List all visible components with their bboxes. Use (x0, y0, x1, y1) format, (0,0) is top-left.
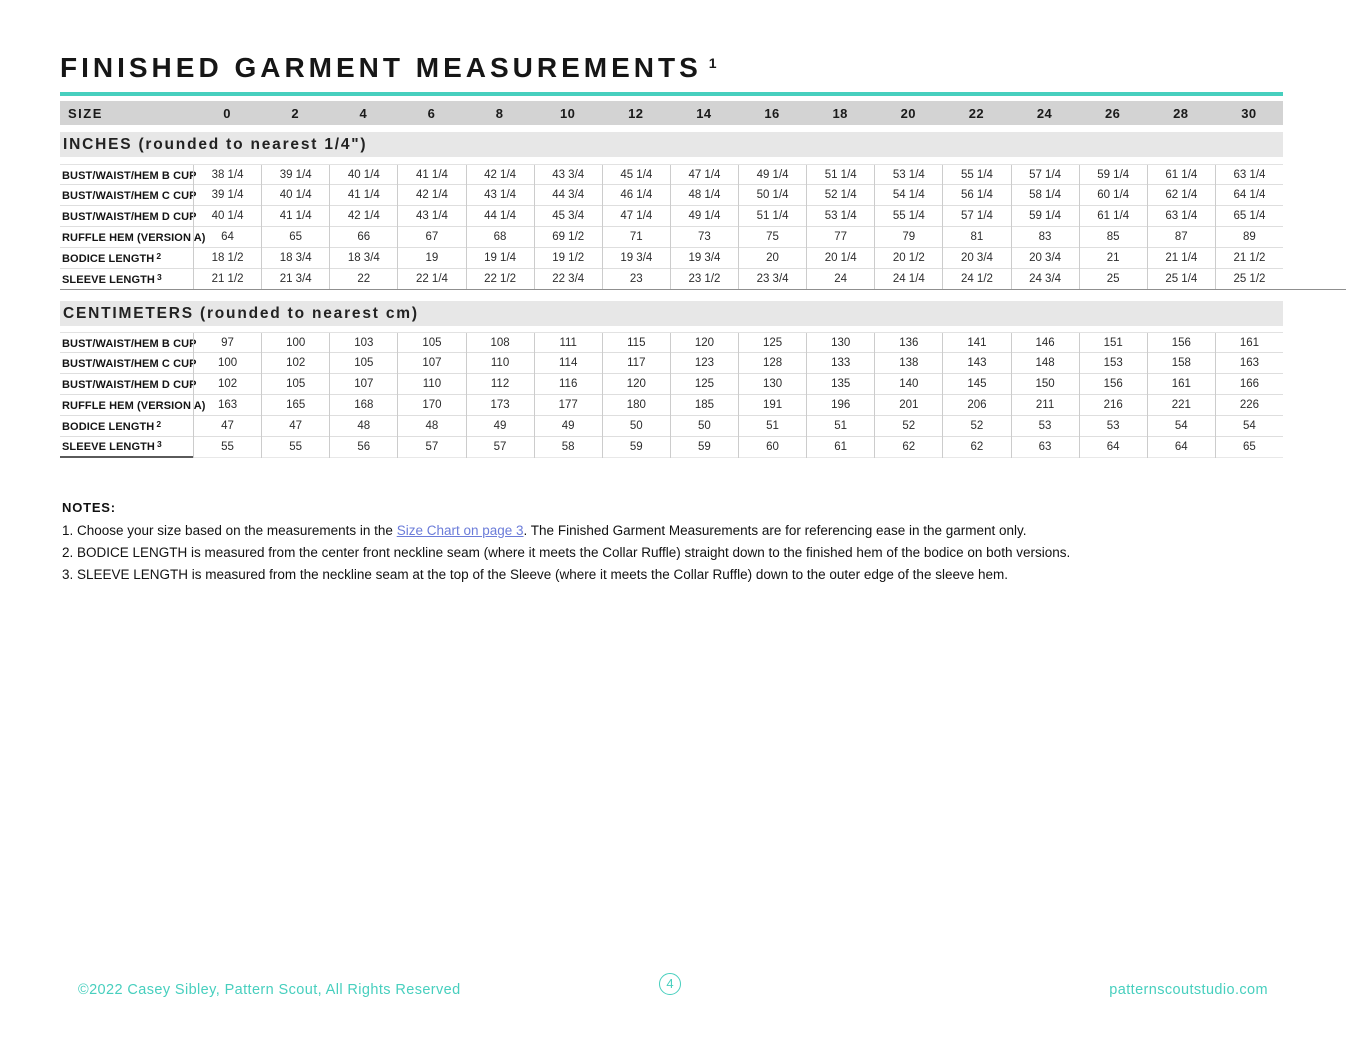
value-cell: 125 (738, 333, 806, 354)
value-cell: 39 1/4 (193, 185, 261, 206)
value-cell: 55 (261, 437, 329, 458)
value-cell: 19 (397, 248, 465, 269)
row-label (60, 269, 193, 290)
value-cell: 112 (466, 374, 534, 395)
value-cell: 52 (942, 416, 1010, 437)
value-cell: 55 1/4 (942, 165, 1010, 186)
value-cell: 21 1/4 (1147, 248, 1215, 269)
value-cell: 50 (670, 416, 738, 437)
row-label-text: BUST/WAIST/HEM B CUP (62, 169, 197, 182)
notes-heading: NOTES: (62, 500, 116, 515)
value-cell: 20 3/4 (942, 248, 1010, 269)
value-cell: 48 (397, 416, 465, 437)
value-cell: 51 (738, 416, 806, 437)
value-cell: 66 (329, 227, 397, 248)
value-cell: 64 (1079, 437, 1147, 458)
value-cell: 49 (534, 416, 602, 437)
value-cell: 211 (1011, 395, 1079, 416)
value-cell: 168 (329, 395, 397, 416)
value-cell: 116 (534, 374, 602, 395)
size-column-header: 26 (1104, 105, 1121, 121)
value-cell: 23 1/2 (670, 269, 738, 290)
value-cell: 57 (397, 437, 465, 458)
table-row (60, 269, 1283, 290)
value-cell: 69 1/2 (534, 227, 602, 248)
value-cell: 105 (261, 374, 329, 395)
value-cell: 128 (738, 353, 806, 374)
value-cell: 59 1/4 (1011, 206, 1079, 227)
size-column-header: 6 (427, 105, 436, 121)
value-cell: 216 (1079, 395, 1147, 416)
note-text: . The Finished Garment Measurements are for referencing ease in the garment only. (523, 523, 1027, 538)
value-cell: 55 1/4 (874, 206, 942, 227)
value-cell: 18 3/4 (329, 248, 397, 269)
row-label-footnote: 3 (156, 438, 162, 449)
value-cell: 47 (193, 416, 261, 437)
table-row (60, 395, 1283, 416)
value-cell: 55 (193, 437, 261, 458)
value-cell: 146 (1011, 333, 1079, 354)
value-cell: 44 1/4 (466, 206, 534, 227)
row-label-text: BUST/WAIST/HEM C CUP (62, 189, 197, 202)
size-column-header: 12 (628, 105, 644, 121)
value-cell: 115 (602, 333, 670, 354)
value-cell: 20 1/4 (806, 248, 874, 269)
value-cell: 108 (466, 333, 534, 354)
table-row (60, 332, 1283, 353)
notes-section (62, 500, 1242, 581)
row-label-text: SLEEVE LENGTH (62, 273, 155, 286)
value-cell: 41 1/4 (261, 206, 329, 227)
value-cell: 57 1/4 (1011, 165, 1079, 186)
size-column-header: 22 (968, 105, 985, 121)
value-cell: 114 (534, 353, 602, 374)
value-cell: 130 (738, 374, 806, 395)
value-cell: 54 (1215, 416, 1283, 437)
measurements-table (60, 101, 1283, 458)
value-cell: 20 1/2 (874, 248, 942, 269)
value-cell: 62 (874, 437, 942, 458)
size-column-header: 24 (1036, 105, 1053, 121)
value-cell: 57 (466, 437, 534, 458)
value-cell: 53 1/4 (874, 165, 942, 186)
value-cell: 54 (1147, 416, 1215, 437)
size-column-header: 10 (559, 105, 576, 121)
value-cell: 43 1/4 (397, 206, 465, 227)
value-cell: 47 (261, 416, 329, 437)
value-cell: 196 (806, 395, 874, 416)
value-cell: 102 (193, 374, 261, 395)
value-cell: 120 (602, 374, 670, 395)
value-cell: 125 (670, 374, 738, 395)
value-cell: 49 1/4 (670, 206, 738, 227)
value-cell: 135 (806, 374, 874, 395)
value-cell: 103 (329, 333, 397, 354)
value-cell: 107 (397, 353, 465, 374)
value-cell: 50 1/4 (738, 185, 806, 206)
value-cell: 156 (1147, 333, 1215, 354)
size-column-header: 0 (223, 105, 231, 121)
size-chart-link[interactable]: Size Chart on page 3 (396, 523, 524, 538)
size-column-header: 4 (359, 105, 368, 121)
value-cell: 40 1/4 (193, 206, 261, 227)
value-cell: 65 (261, 227, 329, 248)
inches-table-extended-rule (60, 289, 1346, 290)
row-label-text: BUST/WAIST/HEM B CUP (62, 337, 197, 350)
value-cell: 21 1/2 (193, 269, 261, 290)
measurement-rows-cm (60, 332, 1283, 458)
title-footnote-superscript: 1 (708, 55, 717, 71)
value-cell: 79 (874, 227, 942, 248)
value-cell: 185 (670, 395, 738, 416)
value-cell: 54 1/4 (874, 185, 942, 206)
page-title-text: FINISHED GARMENT MEASUREMENTS (60, 52, 702, 83)
value-cell: 63 1/4 (1215, 165, 1283, 186)
row-label (60, 227, 206, 248)
value-cell: 138 (874, 353, 942, 374)
section-heading-inches: INCHES (rounded to nearest 1/4") (60, 132, 1283, 157)
value-cell: 156 (1079, 374, 1147, 395)
value-cell: 102 (261, 353, 329, 374)
value-cell: 111 (534, 333, 602, 354)
page-footer (0, 972, 1346, 1012)
table-row (60, 416, 1283, 437)
value-cell: 180 (602, 395, 670, 416)
value-cell: 100 (193, 353, 261, 374)
value-cell: 133 (806, 353, 874, 374)
value-cell: 40 1/4 (329, 165, 397, 186)
value-cell: 83 (1011, 227, 1079, 248)
value-cell: 62 (942, 437, 1010, 458)
value-cell: 148 (1011, 353, 1079, 374)
value-cell: 67 (397, 227, 465, 248)
value-cell: 42 1/4 (329, 206, 397, 227)
row-label-text: BUST/WAIST/HEM D CUP (62, 210, 197, 223)
value-cell: 63 1/4 (1147, 206, 1215, 227)
table-row (60, 437, 1283, 458)
value-cell: 61 (806, 437, 874, 458)
value-cell: 65 1/4 (1215, 206, 1283, 227)
value-cell: 50 (602, 416, 670, 437)
value-cell: 23 3/4 (738, 269, 806, 290)
value-cell: 141 (942, 333, 1010, 354)
value-cell: 173 (466, 395, 534, 416)
value-cell: 64 (1147, 437, 1215, 458)
value-cell: 25 (1079, 269, 1147, 290)
table-row (60, 227, 1283, 248)
row-label-text: BODICE LENGTH (62, 252, 155, 265)
table-row (60, 206, 1283, 227)
note-item (62, 524, 1242, 537)
size-column-header: 14 (696, 105, 712, 121)
value-cell: 57 1/4 (942, 206, 1010, 227)
value-cell: 136 (874, 333, 942, 354)
note-item (62, 546, 1242, 559)
value-cell: 43 1/4 (466, 185, 534, 206)
value-cell: 43 3/4 (534, 165, 602, 186)
value-cell: 163 (1215, 353, 1283, 374)
value-cell: 38 1/4 (193, 165, 261, 186)
value-cell: 53 1/4 (806, 206, 874, 227)
value-cell: 59 1/4 (1079, 165, 1147, 186)
value-cell: 45 1/4 (602, 165, 670, 186)
value-cell: 153 (1079, 353, 1147, 374)
value-cell: 59 (670, 437, 738, 458)
value-cell: 87 (1147, 227, 1215, 248)
value-cell: 22 1/4 (397, 269, 465, 290)
value-cell: 117 (602, 353, 670, 374)
size-header-label: SIZE (68, 105, 103, 121)
value-cell: 63 (1011, 437, 1079, 458)
website-link[interactable]: patternscoutstudio.com (1109, 982, 1268, 998)
value-cell: 61 1/4 (1147, 165, 1215, 186)
value-cell: 166 (1215, 374, 1283, 395)
row-label (60, 416, 193, 437)
value-cell: 24 (806, 269, 874, 290)
value-cell: 161 (1147, 374, 1215, 395)
value-cell: 41 1/4 (397, 165, 465, 186)
value-cell: 60 (738, 437, 806, 458)
table-row (60, 248, 1283, 269)
value-cell: 21 (1079, 248, 1147, 269)
row-label (60, 248, 193, 269)
value-cell: 19 1/2 (534, 248, 602, 269)
value-cell: 62 1/4 (1147, 185, 1215, 206)
value-cell: 81 (942, 227, 1010, 248)
value-cell: 51 1/4 (806, 165, 874, 186)
value-cell: 24 1/4 (874, 269, 942, 290)
row-label-text: BUST/WAIST/HEM D CUP (62, 378, 197, 391)
table-row (60, 164, 1283, 185)
value-cell: 61 1/4 (1079, 206, 1147, 227)
size-column-header: 2 (291, 105, 300, 121)
row-label (60, 206, 197, 227)
value-cell: 158 (1147, 353, 1215, 374)
size-column-header: 28 (1173, 105, 1189, 121)
row-label-footnote: 2 (156, 250, 162, 261)
value-cell: 73 (670, 227, 738, 248)
value-cell: 47 1/4 (602, 206, 670, 227)
row-label-footnote: 3 (156, 271, 162, 282)
value-cell: 20 3/4 (1011, 248, 1079, 269)
value-cell: 64 1/4 (1215, 185, 1283, 206)
value-cell: 89 (1215, 227, 1283, 248)
value-cell: 53 (1011, 416, 1079, 437)
row-label (60, 437, 193, 458)
value-cell: 64 (193, 227, 261, 248)
value-cell: 201 (874, 395, 942, 416)
value-cell: 19 3/4 (670, 248, 738, 269)
value-cell: 110 (466, 353, 534, 374)
value-cell: 65 (1215, 437, 1283, 458)
value-cell: 77 (806, 227, 874, 248)
value-cell: 21 1/2 (1215, 248, 1283, 269)
row-label (60, 185, 197, 206)
value-cell: 25 1/2 (1215, 269, 1283, 290)
row-label-text: BODICE LENGTH (62, 420, 155, 433)
value-cell: 51 1/4 (738, 206, 806, 227)
value-cell: 221 (1147, 395, 1215, 416)
value-cell: 71 (602, 227, 670, 248)
value-cell: 45 3/4 (534, 206, 602, 227)
value-cell: 177 (534, 395, 602, 416)
value-cell: 140 (874, 374, 942, 395)
value-cell: 49 1/4 (738, 165, 806, 186)
value-cell: 59 (602, 437, 670, 458)
value-cell: 18 3/4 (261, 248, 329, 269)
value-cell: 46 1/4 (602, 185, 670, 206)
value-cell: 39 1/4 (261, 165, 329, 186)
title-underline-rule (60, 92, 1283, 96)
size-column-header: 16 (764, 105, 780, 121)
row-label-text: RUFFLE HEM (VERSION A) (62, 399, 206, 412)
row-label (60, 374, 197, 395)
value-cell: 143 (942, 353, 1010, 374)
value-cell: 130 (806, 333, 874, 354)
table-row (60, 353, 1283, 374)
value-cell: 100 (261, 333, 329, 354)
value-cell: 68 (466, 227, 534, 248)
value-cell: 123 (670, 353, 738, 374)
value-cell: 22 1/2 (466, 269, 534, 290)
value-cell: 150 (1011, 374, 1079, 395)
value-cell: 48 1/4 (670, 185, 738, 206)
value-cell: 163 (193, 395, 261, 416)
value-cell: 58 (534, 437, 602, 458)
value-cell: 24 3/4 (1011, 269, 1079, 290)
row-label-text: RUFFLE HEM (VERSION A) (62, 231, 206, 244)
value-cell: 44 3/4 (534, 185, 602, 206)
value-cell: 40 1/4 (261, 185, 329, 206)
value-cell: 58 1/4 (1011, 185, 1079, 206)
row-label-footnote: 2 (156, 418, 162, 429)
value-cell: 97 (193, 333, 261, 354)
copyright-text: ©2022 Casey Sibley, Pattern Scout, All Rights Reserved (78, 982, 461, 998)
value-cell: 19 1/4 (466, 248, 534, 269)
value-cell: 23 (602, 269, 670, 290)
row-label (60, 353, 197, 374)
value-cell: 110 (397, 374, 465, 395)
value-cell: 22 3/4 (534, 269, 602, 290)
row-label-text: BUST/WAIST/HEM C CUP (62, 357, 197, 370)
size-column-header: 8 (495, 105, 504, 121)
section-heading-cm: CENTIMETERS (rounded to nearest cm) (60, 301, 1283, 326)
row-label-text: SLEEVE LENGTH (62, 440, 155, 453)
value-cell: 51 (806, 416, 874, 437)
value-cell: 49 (466, 416, 534, 437)
value-cell: 206 (942, 395, 1010, 416)
value-cell: 41 1/4 (329, 185, 397, 206)
value-cell: 47 1/4 (670, 165, 738, 186)
note-item (62, 568, 1242, 581)
page-number-badge: 4 (659, 973, 681, 995)
size-column-header: 20 (900, 105, 917, 121)
value-cell: 56 (329, 437, 397, 458)
value-cell: 170 (397, 395, 465, 416)
value-cell: 105 (329, 353, 397, 374)
size-column-header: 18 (832, 105, 848, 121)
notes-list (62, 524, 1242, 581)
value-cell: 24 1/2 (942, 269, 1010, 290)
value-cell: 52 (874, 416, 942, 437)
size-column-header: 30 (1241, 105, 1257, 121)
value-cell: 151 (1079, 333, 1147, 354)
value-cell: 120 (670, 333, 738, 354)
row-label (60, 395, 206, 416)
value-cell: 75 (738, 227, 806, 248)
value-cell: 85 (1079, 227, 1147, 248)
row-label (60, 165, 197, 186)
value-cell: 60 1/4 (1079, 185, 1147, 206)
value-cell: 21 3/4 (261, 269, 329, 290)
value-cell: 20 (738, 248, 806, 269)
value-cell: 48 (329, 416, 397, 437)
value-cell: 19 3/4 (602, 248, 670, 269)
size-header-row (60, 101, 1283, 125)
page-title (60, 52, 717, 84)
value-cell: 165 (261, 395, 329, 416)
note-text: 1. Choose your size based on the measurements in the (62, 523, 397, 538)
value-cell: 107 (329, 374, 397, 395)
value-cell: 52 1/4 (806, 185, 874, 206)
value-cell: 42 1/4 (466, 165, 534, 186)
value-cell: 226 (1215, 395, 1283, 416)
value-cell: 145 (942, 374, 1010, 395)
value-cell: 22 (329, 269, 397, 290)
value-cell: 56 1/4 (942, 185, 1010, 206)
row-label (60, 333, 197, 354)
value-cell: 18 1/2 (193, 248, 261, 269)
note-text: 2. BODICE LENGTH is measured from the center front neckline seam (where it meets the Collar Ruffle) straight down to the finished hem of the bodice on both versions. (62, 545, 1071, 560)
value-cell: 53 (1079, 416, 1147, 437)
value-cell: 191 (738, 395, 806, 416)
value-cell: 161 (1215, 333, 1283, 354)
table-row (60, 374, 1283, 395)
measurement-rows-inches (60, 164, 1283, 290)
table-row (60, 185, 1283, 206)
value-cell: 105 (397, 333, 465, 354)
value-cell: 25 1/4 (1147, 269, 1215, 290)
value-cell: 42 1/4 (397, 185, 465, 206)
note-text: 3. SLEEVE LENGTH is measured from the neckline seam at the top of the Sleeve (where it meets the Collar Ruffle) down to the outer edge of the sleeve hem. (62, 567, 1008, 582)
